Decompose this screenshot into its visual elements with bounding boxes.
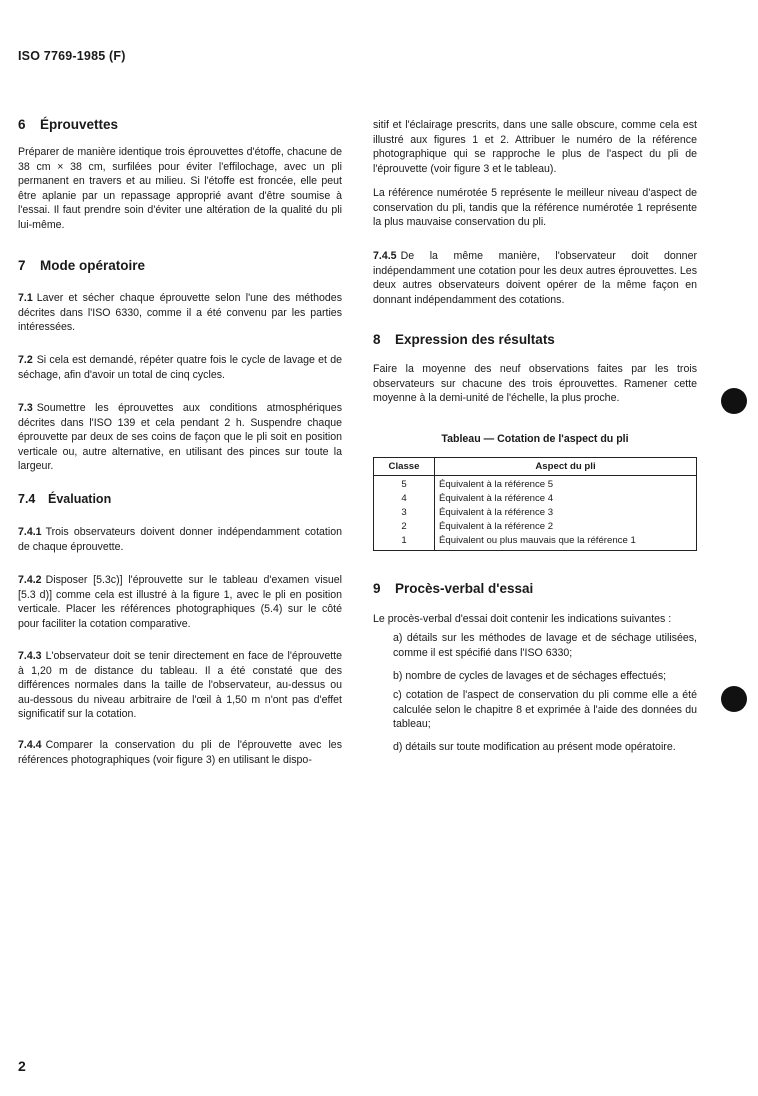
table-caption: Tableau — Cotation de l'aspect du pli (441, 433, 629, 445)
section-7-4-title: Évaluation (48, 492, 112, 506)
list-item: c) cotation de l'aspect de conservation du pli comme elle a été calculée selon le chapitre 8 et exprimée à l'aide des données du tableau; (393, 689, 697, 731)
paragraph-7-4-5-text: De la même manière, l'observateur doit donner indépendamment une cotation pour les deux autres éprouvettes. Les deux autres observateurs doivent opérer de la même façon en donnant indépendamment des cotations. (373, 250, 697, 306)
section-7-4-heading (18, 492, 111, 506)
paragraph-7-4-3-number: 7.4.3 (18, 650, 42, 662)
table-cell-classe: 2 (374, 520, 435, 534)
document-header: ISO 7769-1985 (F) (18, 49, 126, 63)
paragraph-7-4-1-text: Trois observateurs doivent donner indépendamment cotation de chaque éprouvette. (18, 526, 342, 553)
paragraph-7-3-number: 7.3 (18, 402, 33, 414)
section-6-title: Éprouvettes (40, 117, 119, 132)
table-cell-aspect: Équivalent à la référence 5 (435, 476, 697, 493)
section-7-4-number: 7.4 (18, 492, 36, 506)
table-cell-classe: 1 (374, 534, 435, 551)
section-9-intro: Le procès-verbal d'essai doit contenir les indications suivantes : (373, 613, 672, 625)
paragraph-7-2 (18, 353, 342, 382)
section-8-title: Expression des résultats (395, 332, 555, 347)
paragraph-7-4-4-text: Comparer la conservation du pli de l'éprouvette avec les références photographiques (voir figure 3) en utilisant le dispo- (18, 739, 342, 766)
list-item: d) détails sur toute modification au présent mode opératoire. (393, 741, 676, 753)
table-row (374, 520, 697, 534)
section-9-heading (373, 581, 533, 596)
section-7-number: 7 (18, 258, 26, 273)
paragraph-7-1 (18, 291, 342, 335)
section-8-number: 8 (373, 332, 381, 347)
paragraph-7-1-number: 7.1 (18, 292, 33, 304)
table-cell-aspect: Équivalent ou plus mauvais que la référence 1 (435, 534, 697, 551)
paragraph-7-4-4-continuation: sitif et l'éclairage prescrits, dans une salle obscure, comme cela est illustré aux figures 1 et 2. Attribuer le numéro de la référence photographique qui se rapproche le plus de l'aspect du pli de l'éprouvette (voir figure 3 et le tableau). (373, 119, 697, 175)
table-cell-aspect: Équivalent à la référence 2 (435, 520, 697, 534)
paragraph-7-2-text: Si cela est demandé, répéter quatre fois le cycle de lavage et de séchage, afin d'avoir un total de cinq cycles. (18, 354, 342, 381)
table-cell-aspect: Équivalent à la référence 4 (435, 492, 697, 506)
punch-hole-bottom (721, 686, 747, 712)
table-header-row (374, 458, 697, 476)
paragraph-7-4-3-text: L'observateur doit se tenir directement en face de l'éprouvette à 1,20 m de distance du tableau. Il a été constaté que des différences normales dans la taille de l'observateur, au-dessus ou au-dessous du niveau arbitraire de l'œil à 1,50 m n'ont pas d'effet significatif sur la cotation. (18, 650, 342, 721)
table-header-classe: Classe (374, 458, 435, 476)
table-cell-classe: 5 (374, 476, 435, 493)
paragraph-7-4-2-text: Disposer [5.3c)] l'éprouvette sur le tableau d'examen visuel [5.3 d)] comme cela est illustré à la figure 1, avec le pli en position verticale. Placer les références photographiques (5.4) sur le côté pour faciliter la cotation comparative. (18, 574, 342, 630)
paragraph-7-1-text: Laver et sécher chaque éprouvette selon l'une des méthodes décrites dans l'ISO 6330, comme il a été convenu par les parties intéressées. (18, 292, 342, 334)
section-7-heading (18, 258, 145, 273)
punch-hole-top (721, 388, 747, 414)
paragraph-7-4-2 (18, 573, 342, 631)
paragraph-7-4-4-part2 (373, 118, 697, 177)
paragraph-7-3 (18, 401, 342, 474)
table-cell-classe: 3 (374, 506, 435, 520)
list-item: b) nombre de cycles de lavages et de séchages effectués; (393, 670, 667, 682)
paragraph-7-4-2-number: 7.4.2 (18, 574, 42, 586)
paragraph-7-2-number: 7.2 (18, 354, 33, 366)
paragraph-7-3-text: Soumettre les éprouvettes aux conditions atmosphériques décrites dans l'ISO 139 et cela pendant 2 h. Suspendre chaque éprouvette par deux de ses coins de façon que le pli soit en position verticale ou, autre alternative, en utilisant des pinces sur toute la largeur. (18, 402, 342, 473)
list-item: a) détails sur les méthodes de lavage et de séchage utilisées, comme il est spécifié dans l'ISO 6330; (393, 632, 697, 659)
paragraph-7-4-4-b: La référence numérotée 5 représente le meilleur niveau d'aspect de conservation du pli, tandis que la référence numérotée 1 représente la plus mauvaise conservation du pli. (373, 187, 697, 229)
section-6-number: 6 (18, 117, 26, 132)
table-row (374, 492, 697, 506)
section-6-heading (18, 117, 118, 132)
paragraph-7-4-1-number: 7.4.1 (18, 526, 42, 538)
paragraph-7-4-5 (373, 249, 697, 307)
table-header-aspect: Aspect du pli (435, 458, 697, 476)
paragraph-7-4-4-part1 (18, 738, 342, 768)
paragraph-7-4-4-number: 7.4.4 (18, 739, 42, 751)
section-8-text: Faire la moyenne des neuf observations faites par les trois observateurs sur chacune des trois éprouvettes. Ramener cette moyenne à la demi-unité de l'échelle, la plus proche. (373, 363, 697, 405)
table-row (374, 506, 697, 520)
table-row (374, 534, 697, 551)
paragraph-7-4-3 (18, 649, 342, 722)
paragraph-7-4-1 (18, 525, 342, 554)
rating-table (373, 457, 697, 551)
section-7-title: Mode opératoire (40, 258, 146, 273)
page-number: 2 (18, 1058, 26, 1074)
table-cell-classe: 4 (374, 492, 435, 506)
section-8-heading (373, 332, 555, 347)
table-row (374, 476, 697, 493)
table-cell-aspect: Équivalent à la référence 3 (435, 506, 697, 520)
section-9-number: 9 (373, 581, 381, 596)
section-9-title: Procès-verbal d'essai (395, 581, 534, 596)
section-6-text: Préparer de manière identique trois éprouvettes d'étoffe, chacune de 38 cm × 38 cm, surfilées pour éviter l'effilochage, avec un pli permanent en travers et au milieu. Si l'étoffe est froncée, elle peut être aplanie par un repassage approprié avant d'être soumise à l'essai. Il faut prendre soin d'éviter une altération de la qualité du pli lui-même. (18, 146, 342, 231)
paragraph-7-4-5-number: 7.4.5 (373, 250, 397, 262)
